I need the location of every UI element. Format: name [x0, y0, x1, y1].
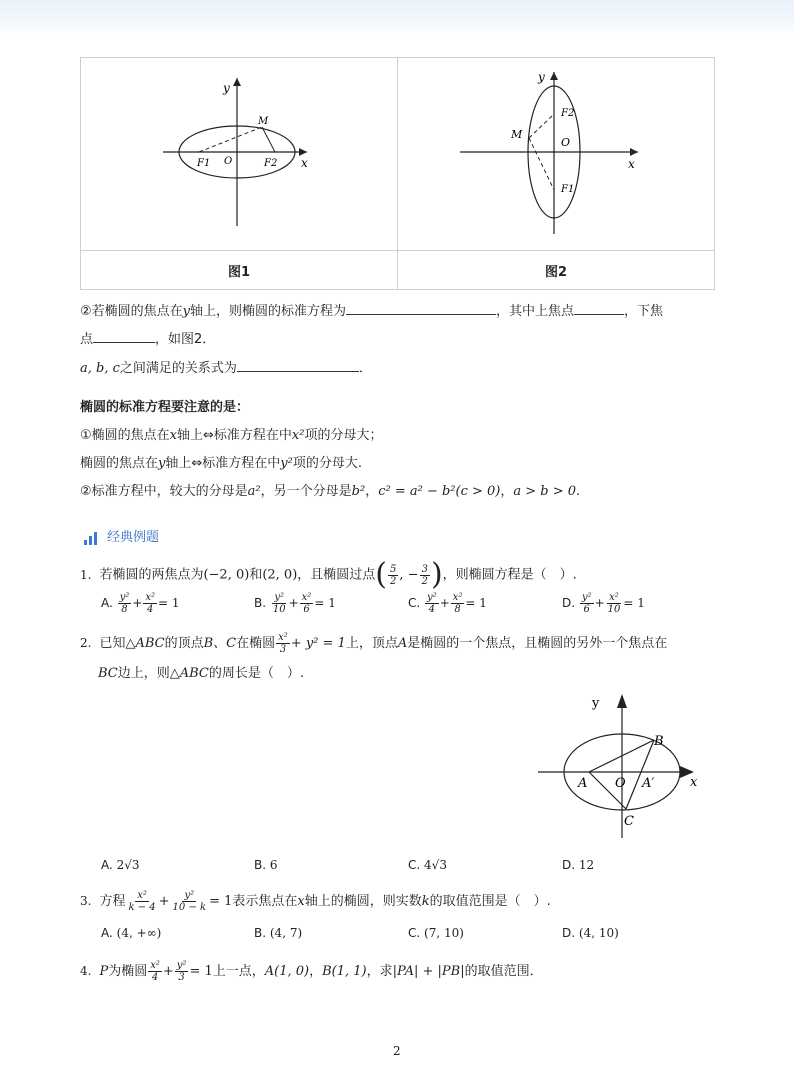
page-number: 2 — [393, 1044, 401, 1058]
var-x: x — [169, 428, 177, 443]
fig2-o-label: O — [561, 136, 571, 149]
option-value: 6 — [269, 858, 278, 872]
numerator: x² — [137, 890, 147, 901]
note-line3 — [80, 480, 580, 499]
denominator: 8 — [454, 604, 461, 615]
text-run: . — [576, 484, 581, 499]
numerator: x² — [452, 592, 463, 603]
note-line2 — [80, 452, 362, 471]
option-value: (4, +∞) — [116, 926, 162, 940]
text-run: 的取值范围． — [464, 964, 543, 979]
equals-one: = 1 — [623, 596, 645, 610]
point-y-fraction — [420, 564, 430, 587]
q2-option-b[interactable] — [254, 858, 278, 872]
option-label: C. — [408, 596, 421, 610]
blank-relation — [237, 359, 359, 372]
text-run: 上一点， — [212, 964, 265, 979]
text-run: ， — [365, 484, 379, 499]
denominator: 4 — [428, 604, 436, 615]
equals-one: = 1 — [158, 596, 180, 610]
text-run: 已知△ — [99, 636, 136, 651]
option-label: B. — [254, 926, 267, 940]
q1-option-a[interactable]: A. $\frac{\text{y²}}{8}$ + $\frac{\text{x²}}{4}$ = 1 — [101, 592, 180, 615]
numerator: x² — [609, 592, 619, 603]
text-run: 轴上，则椭圆的标准方程为 — [190, 304, 347, 319]
fig2-m-label: M — [511, 128, 523, 141]
question-4: 4. P为椭圆 $\frac{\text{x²}}{4}$ + $\frac{\text{y²}}{3}$ = 1上一点，A(1, 0)，B(1, 1)，求|PA| + |PB|的取值范围． — [80, 960, 543, 983]
q3-option-a[interactable] — [101, 926, 161, 940]
text-run: 上，顶点 — [345, 636, 398, 651]
fig2-f1-label: F1 — [561, 184, 575, 195]
denominator: 8 — [121, 604, 128, 615]
fig1-m-label: M — [258, 116, 269, 127]
equals-one: = 1 — [314, 596, 336, 610]
fig2-x-label: x — [628, 157, 635, 171]
relation-line — [80, 357, 372, 376]
text-run: ，另一个分母是 — [260, 484, 352, 499]
q1-option-d[interactable]: D. $\frac{\text{y²}}{6}$ + $\frac{\text{x²}}{10}$ = 1 — [562, 592, 645, 615]
q3-option-d[interactable] — [562, 926, 619, 940]
figure1-caption: 图1 — [81, 251, 398, 290]
text-run: ，求 — [366, 964, 393, 979]
point-b: B(1, 1) — [322, 964, 367, 979]
numerator: 5 — [390, 563, 397, 575]
text-run: 轴上⇔标准方程在中 — [177, 428, 292, 443]
numerator: 3 — [421, 563, 428, 575]
q2-option-c[interactable] — [408, 858, 447, 872]
text-run: 的取值范围是（ ）. — [429, 894, 551, 909]
distance-sum: |PA| + |PB| — [392, 964, 465, 979]
question-number: 4. — [80, 964, 92, 978]
denominator: 6 — [303, 604, 310, 615]
q2-diagram — [534, 688, 714, 840]
q2-option-d[interactable] — [562, 858, 594, 872]
ellipse-equation-tail: + y² = 1 — [290, 636, 346, 651]
numerator: y² — [581, 592, 592, 603]
inequality: a > b > 0 — [513, 484, 577, 499]
header-band — [0, 0, 794, 36]
q2-c-label: C — [624, 814, 634, 829]
focus-y-line2 — [80, 328, 215, 347]
text-run: 是椭圆的一个焦点，且椭圆的另外一个焦点在 — [407, 636, 668, 651]
figure2-caption: 图2 — [398, 251, 715, 290]
vertex-a: A — [397, 636, 408, 651]
text-run: 项的分母大； — [304, 428, 383, 443]
blank-standard-equation — [346, 302, 496, 315]
denominator: 4 — [151, 972, 159, 983]
text-run: ，其中上焦点 — [496, 304, 575, 319]
focal-relation: c² = a² − b²(c > 0) — [378, 484, 501, 499]
section-title: 经典例题 — [107, 530, 160, 545]
text-run: ， — [309, 964, 323, 979]
fig1-o-label: O — [224, 156, 233, 167]
option-label: C. — [408, 858, 421, 872]
figure1-ellipse-x-axis — [81, 58, 397, 246]
point-x-fraction — [388, 564, 398, 587]
fig1-y-label: y — [223, 81, 230, 95]
numerator: y² — [274, 592, 285, 603]
option-value: 12 — [578, 858, 595, 872]
numerator: y² — [427, 592, 437, 603]
text-run: ②标准方程中，较大的分母是 — [80, 484, 248, 499]
text-run: ，且椭圆过点 — [297, 567, 376, 583]
numerator: y² — [176, 960, 187, 971]
text-run: 之间满足的关系式为 — [119, 361, 237, 376]
q2-a-prime-label: A′ — [642, 776, 655, 791]
point-p: P — [99, 964, 109, 979]
vertices-bc: B、C — [203, 636, 237, 651]
text-run: 方程 — [99, 894, 126, 909]
question-number: 2. — [80, 636, 92, 650]
text-run: 为椭圆 — [108, 964, 148, 979]
question-3: 3. 方程 $\frac{\text{x²}}{k - 4}$ + $\frac{\text{y²}}{10 - k}$ = 1表示焦点在x轴上的椭圆，则实数k的取值范围是（ ）. — [80, 890, 551, 913]
fig1-f1-label: F1 — [197, 158, 211, 169]
focus-point-1: (−2, 0) — [203, 567, 250, 583]
text-run: 椭圆的焦点在 — [80, 456, 159, 471]
figures-table — [80, 57, 715, 290]
focus-point-2: (2, 0) — [262, 567, 298, 583]
fig2-y-label: y — [538, 70, 545, 84]
focus-y-line1 — [80, 300, 663, 319]
option-value: 2√3 — [116, 858, 140, 872]
text-run: ①椭圆的焦点在 — [80, 428, 170, 443]
denominator: 10 − k — [172, 902, 207, 913]
var-x-squared: x² — [291, 428, 305, 443]
denominator: 4 — [147, 604, 154, 615]
var-k: k — [421, 894, 430, 909]
numerator: x² — [150, 960, 160, 971]
equals-one: = 1 — [209, 894, 233, 909]
numerator: x² — [145, 592, 156, 603]
text-run: 项的分母大. — [292, 456, 362, 471]
side-bc: BC — [98, 666, 118, 681]
option-value: (4, 7) — [269, 926, 303, 940]
option-value: (7, 10) — [424, 926, 464, 940]
text-run: ，如图2． — [155, 332, 216, 347]
text-run: ，则椭圆方程是（ ）. — [442, 567, 577, 583]
denominator: 2 — [421, 575, 428, 587]
q2-a-label: A — [578, 776, 588, 791]
fig1-f2-label: F2 — [264, 158, 278, 169]
bar-chart-icon — [84, 530, 99, 545]
text-run: 表示焦点在 — [232, 894, 298, 909]
figure2-ellipse-y-axis — [398, 58, 714, 246]
q2-o-label: O — [615, 776, 626, 791]
q2-option-a[interactable] — [101, 858, 140, 872]
denominator: 3 — [279, 644, 287, 655]
text-run: 轴上⇔标准方程在中 — [165, 456, 281, 471]
denominator: k − 4 — [128, 902, 156, 913]
point-a: A(1, 0) — [264, 964, 310, 979]
q3-option-b[interactable] — [254, 926, 302, 940]
figure2-cell — [398, 58, 715, 251]
option-label: A. — [101, 596, 113, 610]
text-run: 的周长是（ ）. — [208, 666, 305, 681]
triangle-name: ABC — [135, 636, 165, 651]
option-label: A. — [101, 926, 113, 940]
note-title: 椭圆的标准方程要注意的是： — [80, 400, 250, 415]
denominator: 6 — [583, 604, 590, 615]
var-y-squared: y² — [280, 456, 293, 471]
fig2-f2-label: F2 — [561, 108, 575, 119]
numerator: x² — [301, 592, 312, 603]
text-run: ． — [358, 361, 372, 376]
q2-b-label: B — [654, 734, 664, 749]
var-b-squared: b² — [351, 484, 366, 499]
section-header — [84, 526, 159, 545]
option-label: C. — [408, 926, 421, 940]
numerator: y² — [184, 890, 195, 901]
blank-lower-focus — [93, 330, 155, 343]
var-a-squared: a² — [247, 484, 261, 499]
question-1: 1. 若椭圆的两焦点为(−2, 0)和(2, 0)，且椭圆过点( $\frac{5}{2}$ , − $\frac{3}{2}$ )，则椭圆方程是（ ）. — [80, 557, 577, 592]
option-label: A. — [101, 858, 113, 872]
denominator: 3 — [178, 972, 185, 983]
option-label: B. — [254, 596, 267, 610]
question-number: 1. — [80, 567, 92, 582]
text-run: 边上，则△ — [117, 666, 180, 681]
option-label: D. — [562, 596, 576, 610]
denominator: 10 — [272, 604, 286, 615]
q1-option-c[interactable]: C. $\frac{\text{y²}}{4}$ + $\frac{\text{x²}}{8}$ = 1 — [408, 592, 487, 615]
option-value: 4√3 — [424, 858, 447, 872]
option-label: D. — [562, 858, 576, 872]
question-number: 3. — [80, 894, 92, 908]
equals-one: = 1 — [465, 596, 487, 610]
option-label: D. — [562, 926, 576, 940]
q2-x-label: x — [690, 775, 698, 790]
text-run: 的顶点 — [164, 636, 204, 651]
fig1-x-label: x — [301, 156, 308, 170]
text-run: 轴上的椭圆，则实数 — [304, 894, 422, 909]
note-line1 — [80, 424, 382, 443]
var-y: y — [158, 456, 166, 471]
numerator: x² — [278, 632, 288, 643]
q1-option-b[interactable]: B. $\frac{\text{y²}}{10}$ + $\frac{\text{x²}}{6}$ = 1 — [254, 592, 336, 615]
text-run: ，下焦 — [624, 304, 664, 319]
text-run: 和 — [249, 567, 263, 583]
blank-upper-focus — [574, 302, 624, 315]
option-label: B. — [254, 858, 267, 872]
equals-one: = 1 — [189, 964, 213, 979]
text-run: ②若椭圆的焦点在 — [80, 304, 183, 319]
denominator: 10 — [607, 604, 621, 615]
triangle-name: ABC — [179, 666, 209, 681]
figure1-cell — [81, 58, 398, 251]
text-run: 点 — [80, 332, 94, 347]
text-run: ， — [500, 484, 514, 499]
q3-option-c[interactable] — [408, 926, 464, 940]
q2-y-label: y — [592, 696, 600, 711]
numerator: y² — [119, 592, 130, 603]
question-2 — [80, 632, 667, 655]
denominator: 2 — [390, 575, 397, 587]
var-x: x — [297, 894, 305, 909]
question-2-line2 — [98, 662, 304, 681]
text-run: 在椭圆 — [236, 636, 276, 651]
vars-abc: a, b, c — [80, 361, 120, 376]
var-y: y — [182, 304, 191, 319]
option-value: (4, 10) — [578, 926, 619, 940]
text-run: 若椭圆的两焦点为 — [99, 567, 204, 583]
